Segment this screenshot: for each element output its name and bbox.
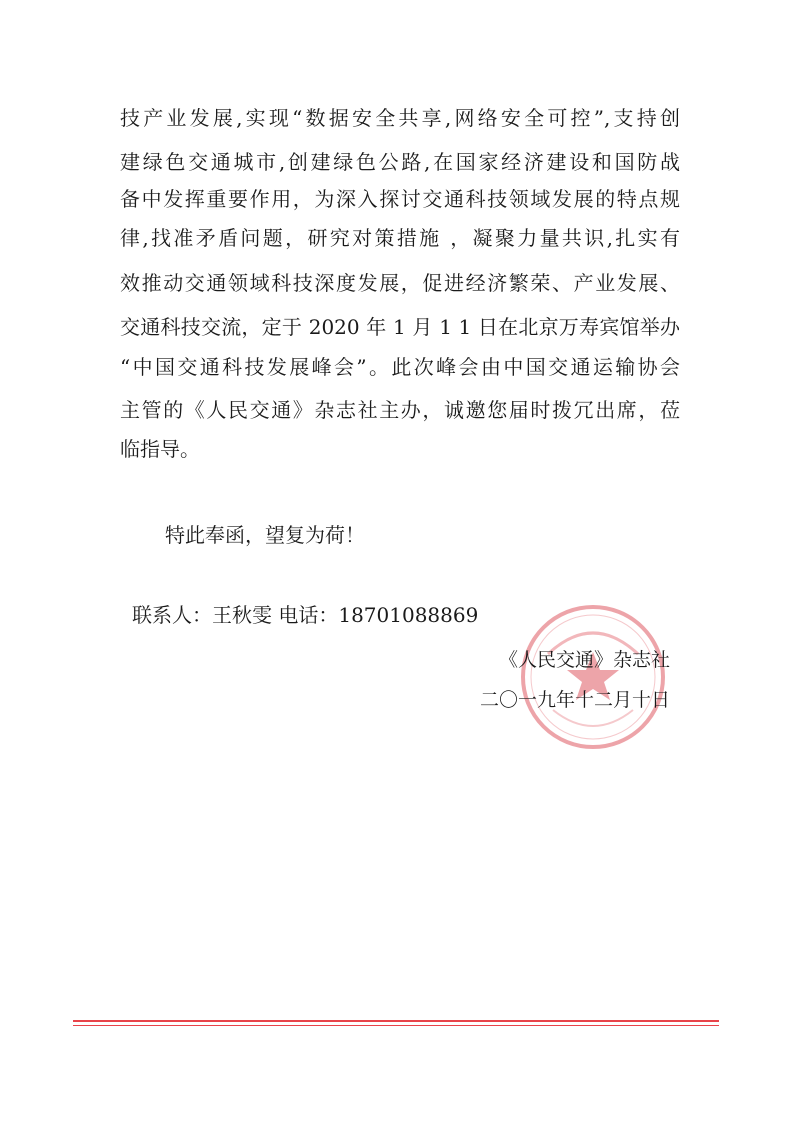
body-line: 效推动交通领域科技深度发展，促进经济繁荣、产业发展、: [120, 271, 680, 295]
signature-organization: 《人民交通》杂志社: [498, 649, 670, 671]
footer-rule-bottom: [73, 1025, 719, 1026]
body-line: 技产业发展,实现“数据安全共享,网络安全可控”,支持创: [120, 106, 680, 130]
footer-rule-top: [73, 1020, 719, 1022]
body-line: 临指导。: [120, 437, 200, 461]
official-seal-stamp: [518, 602, 668, 752]
body-line: 律,找准矛盾问题，研究对策措施 ，凝聚力量共识,扎实有: [120, 226, 680, 250]
body-line: 主管的《人民交通》杂志社主办，诚邀您届时拨冗出席，莅: [120, 398, 680, 422]
body-line: “中国交通科技发展峰会”。此次峰会由中国交通运输协会: [120, 355, 680, 379]
signature-date: 二〇一九年十二月十日: [479, 689, 670, 711]
body-line: 交通科技交流，定于 2020 年 1 月 1 1 日在北京万寿宾馆举办: [120, 315, 680, 339]
closing-remark: 特此奉函，望复为荷！: [165, 523, 365, 547]
contact-info: 联系人：王秋雯 电话：18701088869: [132, 603, 479, 627]
body-line: 备中发挥重要作用，为深入探讨交通科技领域发展的特点规: [120, 187, 680, 211]
body-line: 建绿色交通城市,创建绿色公路,在国家经济建设和国防战: [120, 150, 680, 174]
